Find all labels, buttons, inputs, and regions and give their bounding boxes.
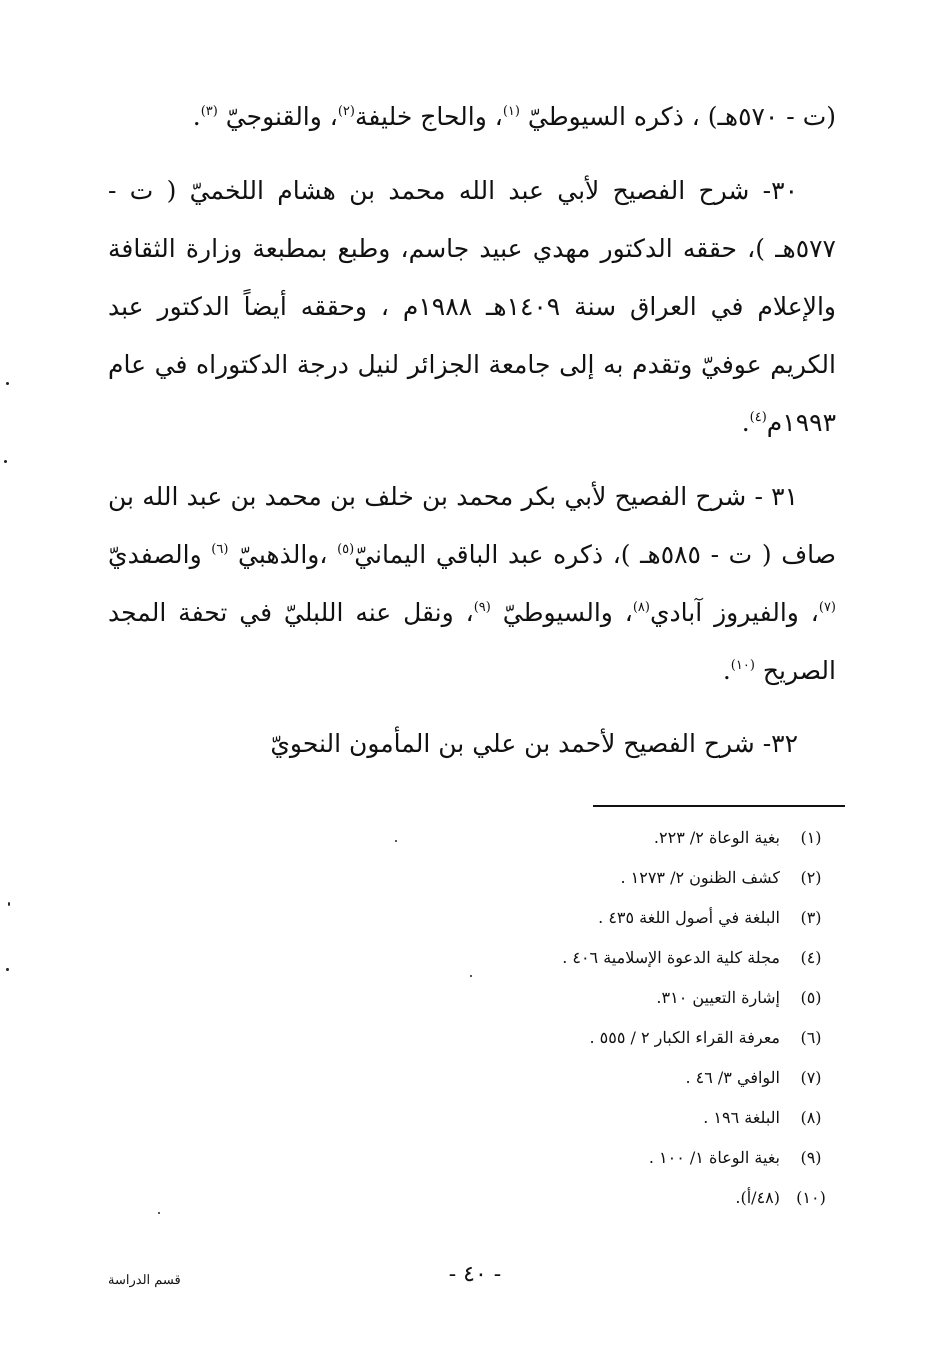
text-run: ٣٢- شرح الفصيح لأحمد بن علي بن المأمون النحويّ <box>270 729 798 758</box>
footnote-ref[interactable]: (٢) <box>337 104 355 119</box>
footnote-text: البلغة ١٩٦ . <box>703 1108 780 1127</box>
text-run: . <box>722 656 731 685</box>
section-label: قسم الدراسة <box>108 1273 181 1288</box>
footnote-text: البلغة في أصول اللغة ٤٣٥ . <box>598 908 780 927</box>
footnote-number: (٦) <box>800 1028 822 1047</box>
footnote-text: معرفة القراء الكبار ٢ / ٥٥٥ . <box>589 1028 780 1047</box>
footnote-text: (٤٨/أ). <box>735 1188 780 1207</box>
footnote-number: (٣) <box>800 908 822 927</box>
footnote-ref[interactable]: (٦) <box>211 542 229 557</box>
footnote-list <box>380 818 840 1218</box>
footnote-number: (١) <box>800 828 822 847</box>
footnote-item <box>380 1018 840 1058</box>
text-run: ،والذهبيّ <box>228 540 338 569</box>
footnote-number: (٩) <box>800 1148 822 1167</box>
footnote-text: كشف الظنون ٢/ ١٢٧٣ . <box>620 868 780 887</box>
paragraph-item-31 <box>108 468 836 700</box>
footnote-text: بغية الوعاة ١/ ١٠٠ . <box>648 1148 780 1167</box>
paragraph-continuation <box>108 88 836 146</box>
footnote-ref[interactable]: (٣) <box>200 104 218 119</box>
footnote-item <box>380 1058 840 1098</box>
footnote-ref[interactable]: (٤) <box>749 410 767 425</box>
scan-speck <box>470 975 472 977</box>
paragraph-item-32 <box>108 715 836 773</box>
footnote-number: (٧) <box>800 1068 822 1087</box>
footnote-ref[interactable]: (٨) <box>632 600 650 615</box>
footnote-number: (١٠) <box>796 1188 826 1207</box>
text-run: ٣١ - شرح الفصيح لأبي بكر محمد بن خلف بن محمد بن عبد الله بن صاف ( ت - ٥٨٥هـ )، ذكره عبد الباقي اليمانيّ <box>108 482 836 569</box>
footnote-item <box>380 1098 840 1138</box>
text-run: ، والفيروز آبادي <box>649 598 819 627</box>
footnote-text: مجلة كلية الدعوة الإسلامية ٤٠٦ . <box>562 948 780 967</box>
footnote-number: (٨) <box>800 1108 822 1127</box>
footnote-ref[interactable]: (١٠) <box>730 658 755 673</box>
footnote-number: (٢) <box>800 868 822 887</box>
footnote-item <box>380 978 840 1018</box>
footnote-item <box>380 818 840 858</box>
page-number: - ٤٠ - <box>448 1262 502 1287</box>
footnote-text: إشارة التعيين ٣١٠. <box>656 988 780 1007</box>
scan-speck <box>158 1212 160 1214</box>
scan-speck <box>4 460 7 463</box>
footnote-ref[interactable]: (١) <box>502 104 520 119</box>
footnote-number: (٥) <box>800 988 822 1007</box>
text-run: ٣٠- شرح الفصيح لأبي عبد الله محمد بن هشام اللخميّ ( ت - ٥٧٧هـ )، حققه الدكتور مهدي عبيد جاسم، وطبع بمطبعة وزارة الثقافة والإعلام في العراق سنة ١٤٠٩هـ ١٩٨٨م ، وحققه أيضاً الدكتور عبد الكريم عوفيّ وتقدم به إلى جامعة الجزائر لنيل درجة الدكتوراه في عام ١٩٩٣م <box>108 176 836 437</box>
footnote-item <box>380 1138 840 1178</box>
text-run: والصفديّ <box>108 540 212 569</box>
footnote-ref[interactable]: (٧) <box>818 600 836 615</box>
footnote-item <box>380 1178 840 1218</box>
footnote-item <box>380 938 840 978</box>
footnote-text: بغية الوعاة ٢/ ٢٢٣. <box>653 828 780 847</box>
text-run: ، والحاج خليفة <box>354 102 503 131</box>
text-run: ، ونقل عنه اللبليّ في تحفة المجد الصريح <box>108 598 836 685</box>
text-run: (ت - ٥٧٠هـ) ، ذكره السيوطيّ <box>519 102 836 131</box>
scan-speck <box>8 902 10 906</box>
scan-speck <box>6 382 9 385</box>
footnote-ref[interactable]: (٩) <box>473 600 491 615</box>
text-run: . <box>192 102 201 131</box>
text-run: ، والسيوطيّ <box>490 598 633 627</box>
footnote-text: الوافي ٣/ ٤٦ . <box>685 1068 780 1087</box>
paragraph-item-30 <box>108 162 836 452</box>
text-run: . <box>741 408 750 437</box>
scan-speck <box>6 968 9 971</box>
text-run: ، والقنوجيّ <box>217 102 338 131</box>
footnote-separator <box>593 805 845 807</box>
footnote-item <box>380 858 840 898</box>
footnote-number: (٤) <box>800 948 822 967</box>
footnote-ref[interactable]: (٥) <box>337 542 355 557</box>
scan-speck <box>395 840 397 842</box>
footnote-item <box>380 898 840 938</box>
